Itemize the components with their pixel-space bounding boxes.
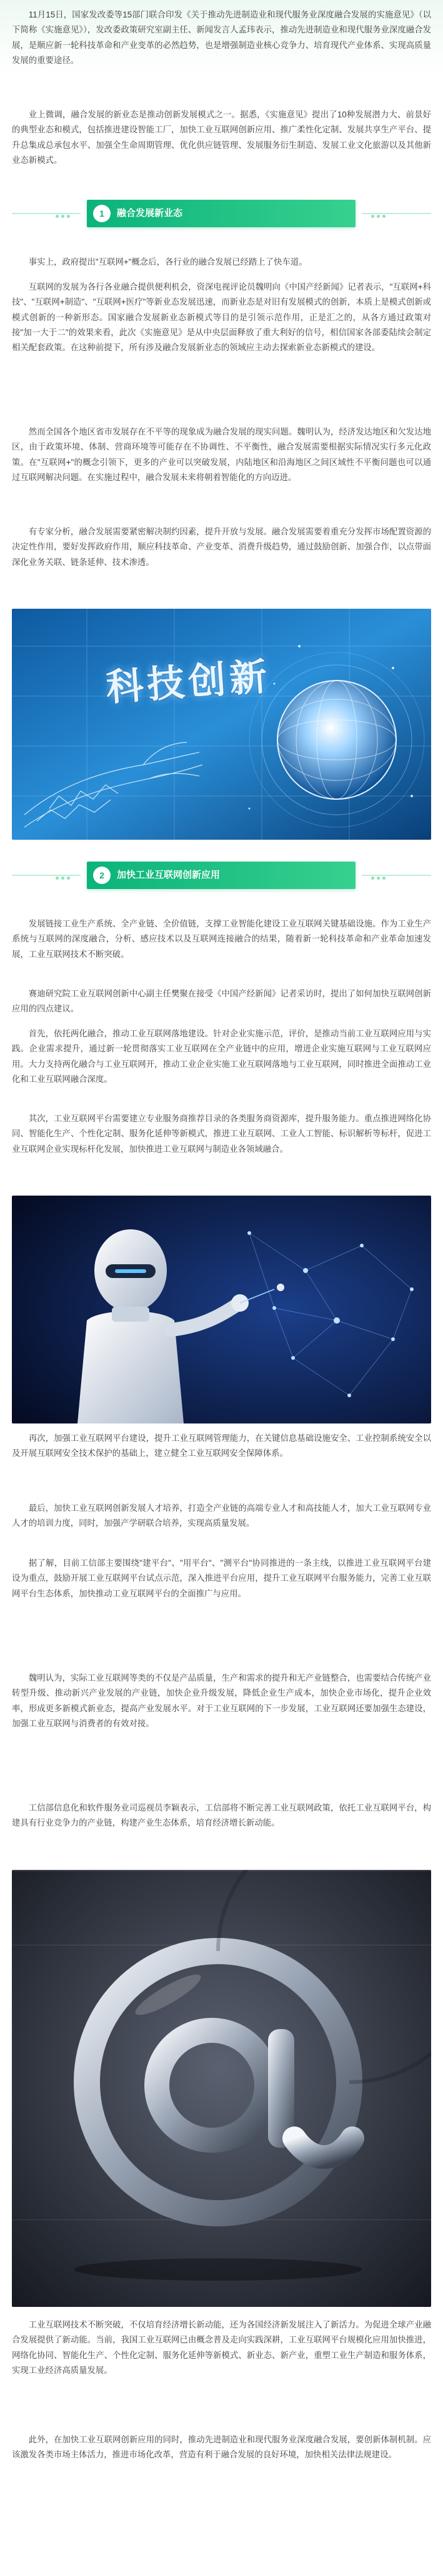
section-number-badge: 1	[93, 205, 111, 222]
decorative-dots-icon	[56, 210, 81, 217]
paragraph: 互联网的发展为各行各业融合提供便利机会，资深电视评论员魏明向《中国产经新闻》记者表示，"互联网+科技"、"互联网+制造"、"互联网+医疗"等新业态发展迅速，而新业态是对旧有发展模式的创新，本质上是模式创新或模式创新的一种新形态。国家融合发展新业态新模式等目的是引领示范作用，正是汇之的，从各方通过政策对接"加一大于二"的效果来看，此次《实施意见》是从中央层面释放了重大利好的信号，相信国家各部委陆续会制定相关配套政策。在这种前提下，所有涉及融合发展新业态的领域应主动去探索新业态新模式的建设。	[12, 282, 431, 353]
paragraph: 再次，加强工业互联网平台建设，提升工业互联网管理能力，在关键信息基础设施安全、工业控制系统安全以及开展互联网安全技术保护的基础上，建立健全工业互联网安全保障体系。	[12, 1433, 431, 1458]
paragraph: 其次，工业互联网平台需要建立专业服务商推荐目录的各类服务商资源库，提升服务能力。重点推进网络化协同、智能化生产、个性化定制、服务化延伸等新模式，推进工业互联网、工业人工智能、标识解析等标杆，促进工业互联网企业实现标杆化发展，加快推进工业互联网与制造业各领域融合。	[12, 1114, 431, 1154]
paragraph: 事实上，政府提出"互联网+"概念后，各行业的融合发展已经踏上了快车道。	[28, 257, 307, 267]
section-title: 加快工业互联网创新应用	[117, 870, 221, 880]
paragraph: 发展链接工业生产系统、全产业链、全价值链，支撑工业智能化建设工业互联网关键基础设施。作为工业生产系统与互联网的深度融合，分析、感应技术以及互联网连接融合的结果，随着新一轮科技革命和产业革命加速发展，工业互联网技术不断突破。	[12, 919, 431, 959]
paragraph: 工业互联网技术不断突破，不仅培育经济增长新动能，还为各国经济新发展注入了新活力。为促进全球产业融合发展提供了新动能。当前，我国工业互联网已由概念普及走向实践深耕，工业互联网平台规模化应用加快推进，网络化协同、智能化生产、个性化定制、服务化延伸等新模式、新业态、新产业，重塑工业生产制造和服务体系，实现工业经济高质量发展。	[12, 2320, 431, 2375]
decorative-dots-icon	[56, 872, 81, 879]
at-symbol-illustration	[12, 1870, 431, 2307]
paragraph: 然而全国各个地区省市发展存在不平等的现象成为融合发展的现实问题。魏明认为，经济发达地区和欠发达地区，由于政策环境、体制、营商环境等可能存在不协调性、不平衡性，融合发展需要根据实际情况实行多元化政策。在"互联网+"的概念引领下，更多的产业可以突破发展，内陆地区和沿海地区之间区域性不平衡问题也可以通过互联网解决问题。在实施过程中，融合发展未来将朝着智能化的方向迈进。	[12, 427, 431, 482]
paragraph: 有专家分析，融合发展需要紧密解决制约因素，提升开放与发展。融合发展需要着重充分发挥市场配置资源的决定性作用，要好发挥政府作用，顺应科技革命、产业变革、消费升级趋势，通过鼓励创新、加强合作，以点带面深化业务关联、链条延伸、技术渗透。	[12, 527, 431, 567]
decorative-dots-icon	[371, 210, 396, 217]
internet-symbol-image	[12, 1870, 431, 2307]
intro-paragraph: 11月15日，国家发改委等15部门联合印发《关于推动先进制造业和现代服务业深度融合发展的实施意见》（以下简称《实施意见》），发改委政策研究室副主任、新闻发言人孟玮表示，推动先进制造业和现代服务业深度融合发展，是顺应新一轮科技革命和产业变革的必然趋势，也是增强制造业核心竞争力、培育现代产业体系、实现高质量发展的重要途径。	[12, 10, 431, 65]
paragraph: 此外，在加快工业互联网创新应用的同时，推动先进制造业和现代服务业深度融合发展，要创新体制机制。应该激发各类市场主体活力，推进市场化改革，营造有利于融合发展的良好环境，加快相关法律法规建设。	[12, 2435, 431, 2460]
paragraph: 工信部信息化和软件服务业司巡视员李颖表示，工信部将不断完善工业互联网政策，依托工业互联网平台，构建具有行业竞争力的产业链，构建产业生态体系，培育经济增长新动能。	[12, 1803, 431, 1828]
section-number-badge: 2	[93, 867, 111, 884]
intro-paragraph: 业上微调，融合发展的新业态是推动创新发展模式之一。据悉，《实施意见》提出了10种发展潜力大、前景好的典型业态和模式，包括推进建设智能工厂，加快工业互联网创新应用、推广柔性化定制、发展共享生产平台、提升总集成总承包水平、加强全生命周期管理、优化供应链管理、发展服务衍生制造、发展工业文化旅游以及其他新业态新模式。	[12, 110, 431, 165]
decorative-dots-icon	[371, 872, 396, 879]
section-title: 融合发展新业态	[117, 208, 183, 219]
tech-innovation-image	[12, 609, 431, 840]
section-header	[12, 182, 431, 251]
tech-innovation-illustration	[12, 609, 431, 840]
image-caption: 科技创新	[104, 654, 272, 710]
section-title-bar	[87, 200, 356, 227]
section-title-bar	[87, 862, 356, 889]
robot-network-image	[12, 1196, 431, 1423]
paragraph: 据了解，目前工信部主要围绕"建平台"、"用平台"、"测平台"协同推进的一条主线，以推进工业互联网平台建设为重点，鼓励开展工业互联网平台试点示范，深入推进平台应用，提升工业互联网平台服务能力，完善工业互联网平台生态体系，加快推动工业互联网平台的全面推广与应用。	[12, 1558, 431, 1598]
robot-network-illustration	[12, 1196, 431, 1423]
article-body	[12, 0, 431, 2576]
paragraph: 赛迪研究院工业互联网创新中心副主任樊聚在接受《中国产经新闻》记者采访时，提出了如何加快互联网创新应用的四点建议。	[12, 989, 431, 1014]
paragraph: 魏明认为，实际工业互联网等类的不仅是产品质量，生产和需求的提升和无产业链整合，也需要结合传统产业转型升级、推动新兴产业发展的产业链，加快企业升级发展，降低企业生产成本，加快企业市场化，提升企业效率，形成更多新模式新业态，提高产业发展水平。对于工业互联网的下一步发展，工业互联网还要加强生态建设，加强工业互联网与消费者的有效对接。	[12, 1673, 431, 1728]
section-header	[12, 844, 431, 913]
paragraph: 最后，加快工业互联网创新发展人才培养，打造全产业链的高端专业人才和高技能人才，加大工业互联网专业人才的培训力度，同时，加强产学研联合培养，实现高质量发展。	[12, 1503, 431, 1528]
paragraph: 首先，依托两化融合，推动工业互联网落地建设。针对企业实施示范，评价，是推动当前工业互联网应用与实践。企业需求提升，通过新一轮贯彻落实工业互联网在全产业链中的应用，增进企业实施互联网与工业互联网应用。大力支持两化融合与工业互联网开，推动工业企业实施工业互联网落地与工业互联网，同时推进全面推动工业化和工业互联网融合深度。	[12, 1029, 431, 1084]
